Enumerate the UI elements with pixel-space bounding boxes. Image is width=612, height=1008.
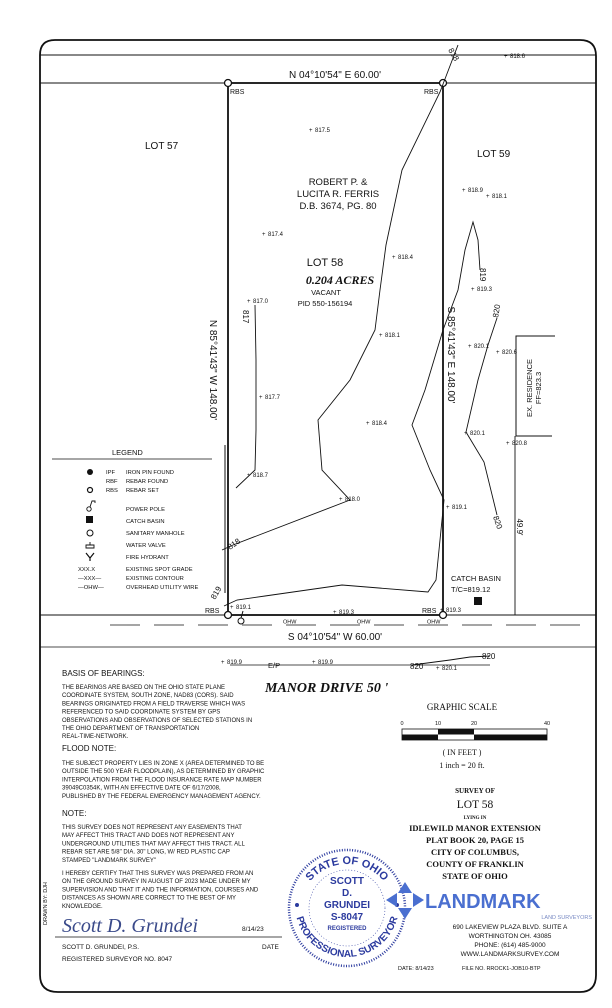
owner-line-2: LUCITA R. FERRIS xyxy=(296,189,380,200)
spot-grade: 818.4 xyxy=(372,421,388,427)
corner-pins xyxy=(225,80,447,619)
drawn-by: DRAWN BY: DJH xyxy=(43,882,49,925)
ohw-label: OHW xyxy=(357,619,371,626)
rbs-label-ne: RBS xyxy=(424,89,439,96)
plat-book: PLAT BOOK 20, PAGE 15 xyxy=(426,835,524,845)
power-pole-icon xyxy=(87,501,95,511)
note-line: COORDINATE SYSTEM, SOUTH ZONE, NAD83 (CORS). SAID xyxy=(62,693,234,700)
scale-tick-10: 10 xyxy=(434,721,442,727)
spot-grade: 817.0 xyxy=(253,299,269,305)
fire-hydrant-icon xyxy=(86,553,94,561)
iron-pin-found-icon xyxy=(87,469,93,475)
legend-code: RBS xyxy=(106,488,118,494)
catch-basin-icon xyxy=(474,597,482,605)
legend-code: —XXX— xyxy=(78,576,102,582)
file-number: FILE NO. RROCK1-JOB10-BTP xyxy=(462,966,541,972)
rbs-label-nw: RBS xyxy=(230,89,245,96)
note-line: REBAR SET ARE 5/8" DIA. 30" LONG, W/ RED PLASTIC CAP xyxy=(62,849,230,856)
county: COUNTY OF FRANKLIN xyxy=(426,859,524,869)
contour-820-road xyxy=(412,656,490,665)
contour-817 xyxy=(236,305,256,488)
sanitary-manhole-icon xyxy=(87,530,93,536)
note-line: 39049C0354K, WITH AN EFFECTIVE DATE OF 6/17/2008, xyxy=(62,785,221,792)
note-line: ON THE GROUND SURVEY IN AUGUST OF 2023 MADE UNDER MY xyxy=(62,879,251,886)
water-valve-icon xyxy=(86,542,94,548)
legend-item-label: REBAR FOUND xyxy=(126,479,169,485)
vacant-label: VACANT xyxy=(311,288,341,297)
spot-grade: 819.9 xyxy=(227,660,243,666)
legend-code: RBF xyxy=(106,479,118,485)
contour-label: 820 xyxy=(491,303,503,319)
note-line: BEARINGS ORIGINATED FROM A FIELD TRAVERSE WHICH WAS xyxy=(62,701,246,708)
spot-grade-mark-icon: + xyxy=(247,473,251,479)
date-label: DATE xyxy=(262,944,279,951)
note-line: THE OHIO DEPARTMENT OF TRANSPORTATION xyxy=(62,726,200,732)
lot-59-label: LOT 59 xyxy=(477,149,511,160)
ohw-label: OHW xyxy=(427,619,441,626)
note-line: THE SUBJECT PROPERTY LIES IN ZONE X (AREA DETERMINED TO BE xyxy=(62,761,265,767)
note-line: OUTSIDE THE 500 YEAR FLOODPLAIN), AS DETERMINED BY GRAPHIC xyxy=(62,769,265,776)
lot-58-boundary xyxy=(225,83,443,615)
spot-grade-mark-icon: + xyxy=(496,350,500,356)
spot-grade: 819.1 xyxy=(236,605,252,611)
spot-grade: 818.0 xyxy=(345,497,361,503)
spot-grade-mark-icon: + xyxy=(392,255,396,261)
ohw-label: OHW xyxy=(283,619,297,626)
spot-grade-mark-icon: + xyxy=(333,610,337,616)
surveyor-signature: Scott D. Grundei xyxy=(62,915,199,937)
contour-label: 820 xyxy=(482,652,496,661)
spot-grade-mark-icon: + xyxy=(247,299,251,305)
lot-58-label: LOT 58 xyxy=(306,257,344,269)
acreage: 0.204 ACRES xyxy=(305,273,375,287)
spot-grade-mark-icon: + xyxy=(506,441,510,447)
spot-grade: 817.4 xyxy=(268,232,284,238)
rbs-label-se: RBS xyxy=(422,608,437,615)
professional-surveyor-seal xyxy=(289,850,405,966)
spot-grade-mark-icon: + xyxy=(446,505,450,511)
north-bearing: N 04°10'54" E 60.00' xyxy=(289,70,381,81)
lot-57-label: LOT 57 xyxy=(145,141,179,152)
scale-tick-20: 20 xyxy=(470,721,478,727)
legend-code: IPF xyxy=(106,470,116,476)
rebar-set-icon xyxy=(88,488,93,493)
legend-item-label: EXISTING CONTOUR xyxy=(126,576,184,582)
power-pole-icon xyxy=(238,611,244,624)
scale-tick-0: 0 xyxy=(400,721,404,727)
note-line: REFERENCED TO SAID COORDINATE SYSTEM BY GPS xyxy=(62,709,221,716)
spot-grade-mark-icon: + xyxy=(230,605,234,611)
note-line: DISTANCES AS SHOWN ARE CORRECT TO THE BEST OF MY xyxy=(62,895,237,902)
spot-grade-mark-icon: + xyxy=(464,431,468,437)
spot-grade: 818.7 xyxy=(253,473,269,479)
spot-grade-mark-icon: + xyxy=(259,395,263,401)
legend-item-label: POWER POLE xyxy=(126,507,165,513)
spot-grade: 817.7 xyxy=(265,395,281,401)
south-bearing: S 04°10'54" W 60.00' xyxy=(287,632,383,643)
spot-grade: 820.6 xyxy=(502,350,518,356)
spot-grade-mark-icon: + xyxy=(468,344,472,350)
legend-item-label: CATCH BASIN xyxy=(126,519,165,525)
edge-of-pavement-label: E/P xyxy=(268,661,281,670)
note-line: KNOWLEDGE. xyxy=(62,903,103,910)
contour-label: 820 xyxy=(410,662,424,671)
company-tagline: LAND SURVEYORS xyxy=(541,915,592,921)
note-line: UNDERGROUND UTILITIES THAT MAY AFFECT THIS TRACT. ALL xyxy=(62,841,245,848)
spot-grade: 819.3 xyxy=(446,608,462,614)
legend-code: —OHW— xyxy=(78,585,104,591)
footer-date: DATE: 8/14/23 xyxy=(398,966,434,972)
seal-number: S-8047 xyxy=(330,912,364,923)
spot-grade-mark-icon: + xyxy=(486,194,490,200)
rbs-label-sw: RBS xyxy=(205,608,220,615)
spot-grade: 819.9 xyxy=(318,660,334,666)
contour-label: 818 xyxy=(446,46,461,63)
note-line: SUPERVISION AND THAT IT AND THE INFORMATION, COURSES AND xyxy=(62,887,259,894)
survey-of-label: SURVEY OF xyxy=(455,787,495,795)
spot-grade-mark-icon: + xyxy=(309,128,313,134)
note-line: I HEREBY CERTIFY THAT THIS SURVEY WAS PREPARED FROM AN xyxy=(62,871,254,877)
spot-grade: 818.4 xyxy=(398,255,414,261)
registration-number: REGISTERED SURVEYOR NO. 8047 xyxy=(62,956,173,963)
note-line: THIS SURVEY DOES NOT REPRESENT ANY EASEMENTS THAT xyxy=(62,825,242,831)
company-phone: PHONE: (614) 485-9000 xyxy=(474,942,546,949)
city: CITY OF COLUMBUS, xyxy=(431,847,519,857)
surveyor-name: SCOTT D. GRUNDEI, P.S. xyxy=(62,944,140,951)
spot-grade: 818.1 xyxy=(492,194,508,200)
legend-item-label: OVERHEAD UTILITY WIRE xyxy=(126,585,199,591)
legend-item-label: WATER VALVE xyxy=(126,543,166,549)
spot-grade: 820.1 xyxy=(442,666,458,672)
spot-grade-mark-icon: + xyxy=(262,232,266,238)
note-line: MAY AFFECT THIS TRACT AND DOES NOT REPRESENT ANY xyxy=(62,833,235,840)
spot-grade: 820.1 xyxy=(474,344,490,350)
contour-label: 819 xyxy=(208,584,224,601)
spot-grade-mark-icon: + xyxy=(339,497,343,503)
spot-grade: 819.3 xyxy=(477,287,493,293)
rebar-set-icon xyxy=(225,612,232,619)
offset-dimension: 49.9' xyxy=(515,518,524,536)
note-line: THE BEARINGS ARE BASED ON THE OHIO STATE PLANE xyxy=(62,685,226,691)
spot-grade-mark-icon: + xyxy=(312,660,316,666)
owner-line-1: ROBERT P. & xyxy=(308,177,368,188)
seal-state: STATE OF OHIO xyxy=(303,854,391,884)
legend-item-label: FIRE HYDRANT xyxy=(126,555,169,561)
graphic-scale-title: GRAPHIC SCALE xyxy=(426,702,498,712)
legend-title: LEGEND xyxy=(112,448,143,457)
contour-label: 819 xyxy=(478,268,487,282)
basis-of-bearings-title: BASIS OF BEARINGS: xyxy=(62,669,145,678)
catch-basin-icon xyxy=(86,516,93,523)
flood-note-title: FLOOD NOTE: xyxy=(62,744,117,753)
deed-reference: D.B. 3674, PG. 80 xyxy=(299,201,377,212)
note-title: NOTE: xyxy=(62,809,87,818)
parcel-id: PID 550-156194 xyxy=(297,299,353,308)
spot-grade: 818.1 xyxy=(385,333,401,339)
spot-grade: 817.5 xyxy=(315,128,331,134)
legend-item-label: REBAR SET xyxy=(126,488,159,494)
seal-name-1: SCOTT xyxy=(330,876,364,887)
spot-grade-mark-icon: + xyxy=(440,608,444,614)
scale-tick-40: 40 xyxy=(543,721,551,727)
spot-grade-mark-icon: + xyxy=(221,660,225,666)
note-line: STAMPED "LANDMARK SURVEY" xyxy=(62,857,157,864)
spot-grade: 820.1 xyxy=(470,431,486,437)
legend-code: XXX.X xyxy=(78,567,96,573)
spot-grade: 818.6 xyxy=(510,54,526,60)
contour-label: 818 xyxy=(225,536,243,552)
survey-lot: LOT 58 xyxy=(456,799,494,811)
catch-basin-label: CATCH BASIN xyxy=(451,574,501,583)
company-address-1: 690 LAKEVIEW PLAZA BLVD. SUITE A xyxy=(452,924,568,931)
rebar-set-icon xyxy=(225,80,232,87)
seal-name-3: GRUNDEI xyxy=(323,900,371,911)
note-line: INTERPOLATION FROM THE FLOOD INSURANCE RATE MAP NUMBER xyxy=(62,777,262,784)
seal-registered: REGISTERED xyxy=(327,926,367,932)
legend xyxy=(52,445,225,593)
spot-grade: 820.8 xyxy=(512,441,528,447)
company-website: WWW.LANDMARKSURVEY.COM xyxy=(460,951,560,958)
contour-label: 820 xyxy=(491,514,505,531)
residence-floor-elevation: FF=823.3 xyxy=(534,371,543,405)
east-bearing: S 85°41'43" E 148.00' xyxy=(445,306,456,404)
legend-item-label: EXISTING SPOT GRADE xyxy=(126,567,193,573)
company-address-2: WORTHINGTON OH. 43085 xyxy=(468,933,552,940)
residence-label: EX. RESIDENCE xyxy=(525,359,534,417)
scale-units: ( IN FEET ) xyxy=(442,748,482,757)
spot-grade-mark-icon: + xyxy=(436,666,440,672)
legend-item-label: SANITARY MANHOLE xyxy=(126,531,185,537)
signature-date: 8/14/23 xyxy=(242,926,264,933)
company-name: LANDMARK xyxy=(425,891,541,913)
catch-basin-elevation: T/C=819.12 xyxy=(451,585,491,594)
seal-profession: PROFESSIONAL SURVEYOR xyxy=(293,915,401,961)
lying-in-label: LYING IN xyxy=(463,816,487,821)
spot-grade-mark-icon: + xyxy=(366,421,370,427)
note-line: PUBLISHED BY THE FEDERAL EMERGENCY MANAGEMENT AGENCY. xyxy=(62,793,261,800)
west-bearing: N 85°41'43" W 148.00' xyxy=(207,319,218,421)
scale-bar xyxy=(402,729,547,740)
spot-grade-mark-icon: + xyxy=(462,188,466,194)
scale-ratio: 1 inch = 20 ft. xyxy=(439,761,485,770)
spot-grade-mark-icon: + xyxy=(504,54,508,60)
spot-grade: 818.9 xyxy=(468,188,484,194)
note-line: OBSERVATIONS AND OBSERVATIONS OF SELECTED STATIONS IN xyxy=(62,717,253,724)
state: STATE OF OHIO xyxy=(442,871,508,881)
contour-label: 817 xyxy=(241,310,250,324)
legend-item-label: IRON PIN FOUND xyxy=(126,470,174,476)
subdivision: IDLEWILD MANOR EXTENSION xyxy=(409,823,541,833)
spot-grade-mark-icon: + xyxy=(379,333,383,339)
spot-grade-mark-icon: + xyxy=(471,287,475,293)
spot-grade: 819.3 xyxy=(339,610,355,616)
note-line: REAL-TIME-NETWORK. xyxy=(62,734,129,741)
street-name: MANOR DRIVE 50 ' xyxy=(265,681,389,696)
spot-grade: 819.1 xyxy=(452,505,468,511)
seal-name-2: D. xyxy=(342,888,352,899)
